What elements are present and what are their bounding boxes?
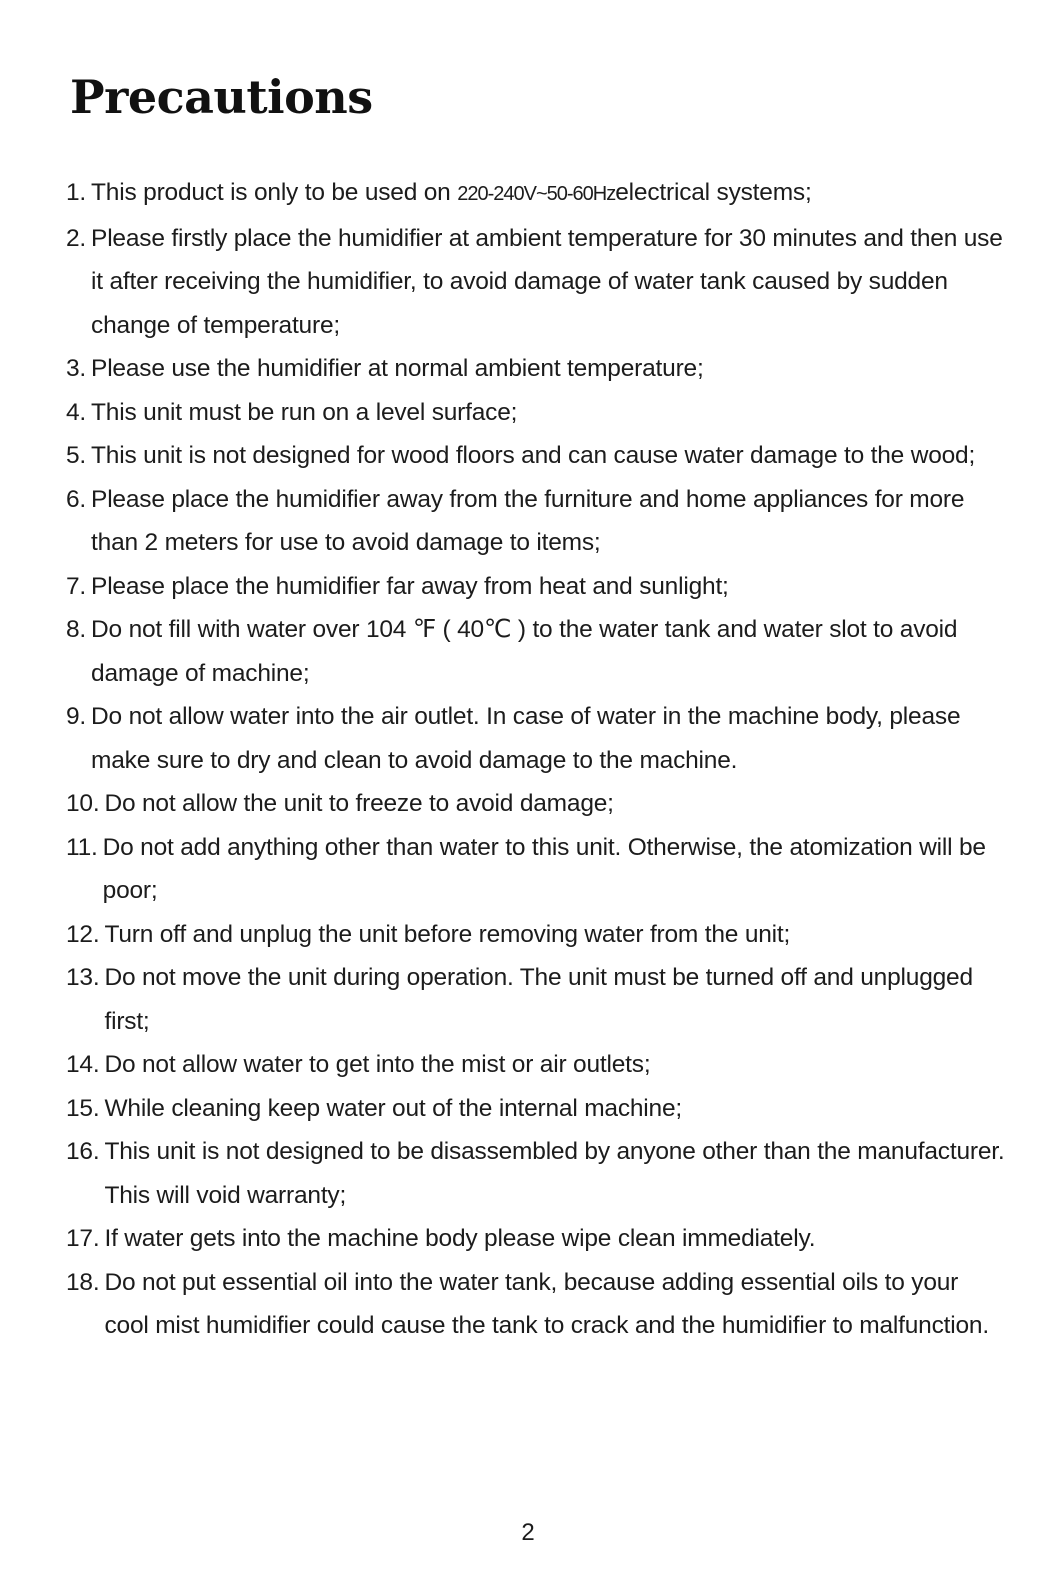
item-number: 11. [66,833,98,861]
item-text: Do not add anything other than water to this unit. Otherwise, the atomization will be poor; [102,833,986,904]
list-item [66,608,1006,695]
list-item [66,1261,1006,1348]
item-text [91,171,1006,217]
item-number: 14. [66,1051,100,1078]
item-text: Please place the humidifier away from the furniture and home appliances for more than 2 meters for use to avoid damage to items; [91,485,965,556]
list-item [66,347,1006,391]
page-number: 2 [521,1519,535,1546]
list-item [66,826,1006,913]
list-item [66,217,1006,348]
list-item [66,1043,1006,1087]
item-text: Do not allow the unit to freeze to avoid damage; [104,790,614,817]
item-number: 12. [66,920,100,948]
list-item [66,391,1006,435]
page-title: Precautions [70,70,373,124]
item-text-tail: electrical systems; [615,179,812,206]
list-item [66,1217,1006,1261]
item-text: If water gets into the machine body please wipe clean immediately. [104,1225,816,1252]
item-text: Do not move the unit during operation. The unit must be turned off and unplugged first; [104,964,973,1035]
list-item [66,171,1006,217]
list-item [66,782,1006,826]
item-number: 1. [66,179,87,206]
list-item [66,695,1006,782]
item-number: 9. [66,703,87,730]
item-text: Please use the humidifier at normal ambient temperature; [91,355,704,382]
item-text-lead: This product is only to be used on [91,179,458,206]
list-item [66,434,1006,478]
list-item [66,1130,1006,1217]
item-number: 15. [66,1094,100,1122]
item-text: Do not fill with water over 104 ℉ ( 40℃ ) to the water tank and water slot to avoid damage of machine; [91,616,958,687]
item-text: Please firstly place the humidifier at ambient temperature for 30 minutes and then use it after receiving the humidifier, to avoid damage of water tank caused by sudden change of temperature; [91,224,1003,339]
item-number: 5. [66,442,87,469]
item-number: 6. [66,485,87,513]
item-number: 4. [66,398,87,426]
item-number: 2. [66,224,87,252]
list-item [66,913,1006,957]
list-item [66,565,1006,609]
item-text: Do not put essential oil into the water tank, because adding essential oils to your cool mist humidifier could cause the tank to crack and the humidifier to malfunction. [104,1268,989,1339]
list-item [66,478,1006,565]
item-number: 10. [66,790,100,817]
list-item [66,956,1006,1043]
item-text: While cleaning keep water out of the internal machine; [104,1094,683,1122]
item-text: This unit is not designed to be disassembled by anyone other than the manufacturer. This will void warranty; [104,1138,1005,1209]
item-text: This unit is not designed for wood floors and can cause water damage to the wood; [91,442,976,469]
voltage-spec: 220-240V~50-60Hz [457,183,616,205]
item-number: 8. [66,616,87,643]
item-text: Turn off and unplug the unit before removing water from the unit; [104,920,791,948]
list-item [66,1087,1006,1131]
item-text: Do not allow water to get into the mist or air outlets; [104,1051,651,1078]
item-number: 18. [66,1268,100,1296]
item-number: 16. [66,1138,100,1165]
item-number: 7. [66,572,87,600]
item-text: This unit must be run on a level surface; [91,398,518,426]
item-number: 13. [66,964,100,991]
item-text: Please place the humidifier far away from heat and sunlight; [91,572,729,600]
item-number: 17. [66,1225,100,1252]
item-text: Do not allow water into the air outlet. In case of water in the machine body, please make sure to dry and clean to avoid damage to the machine. [91,703,961,774]
item-number: 3. [66,355,87,382]
precautions-list [66,171,1006,1348]
